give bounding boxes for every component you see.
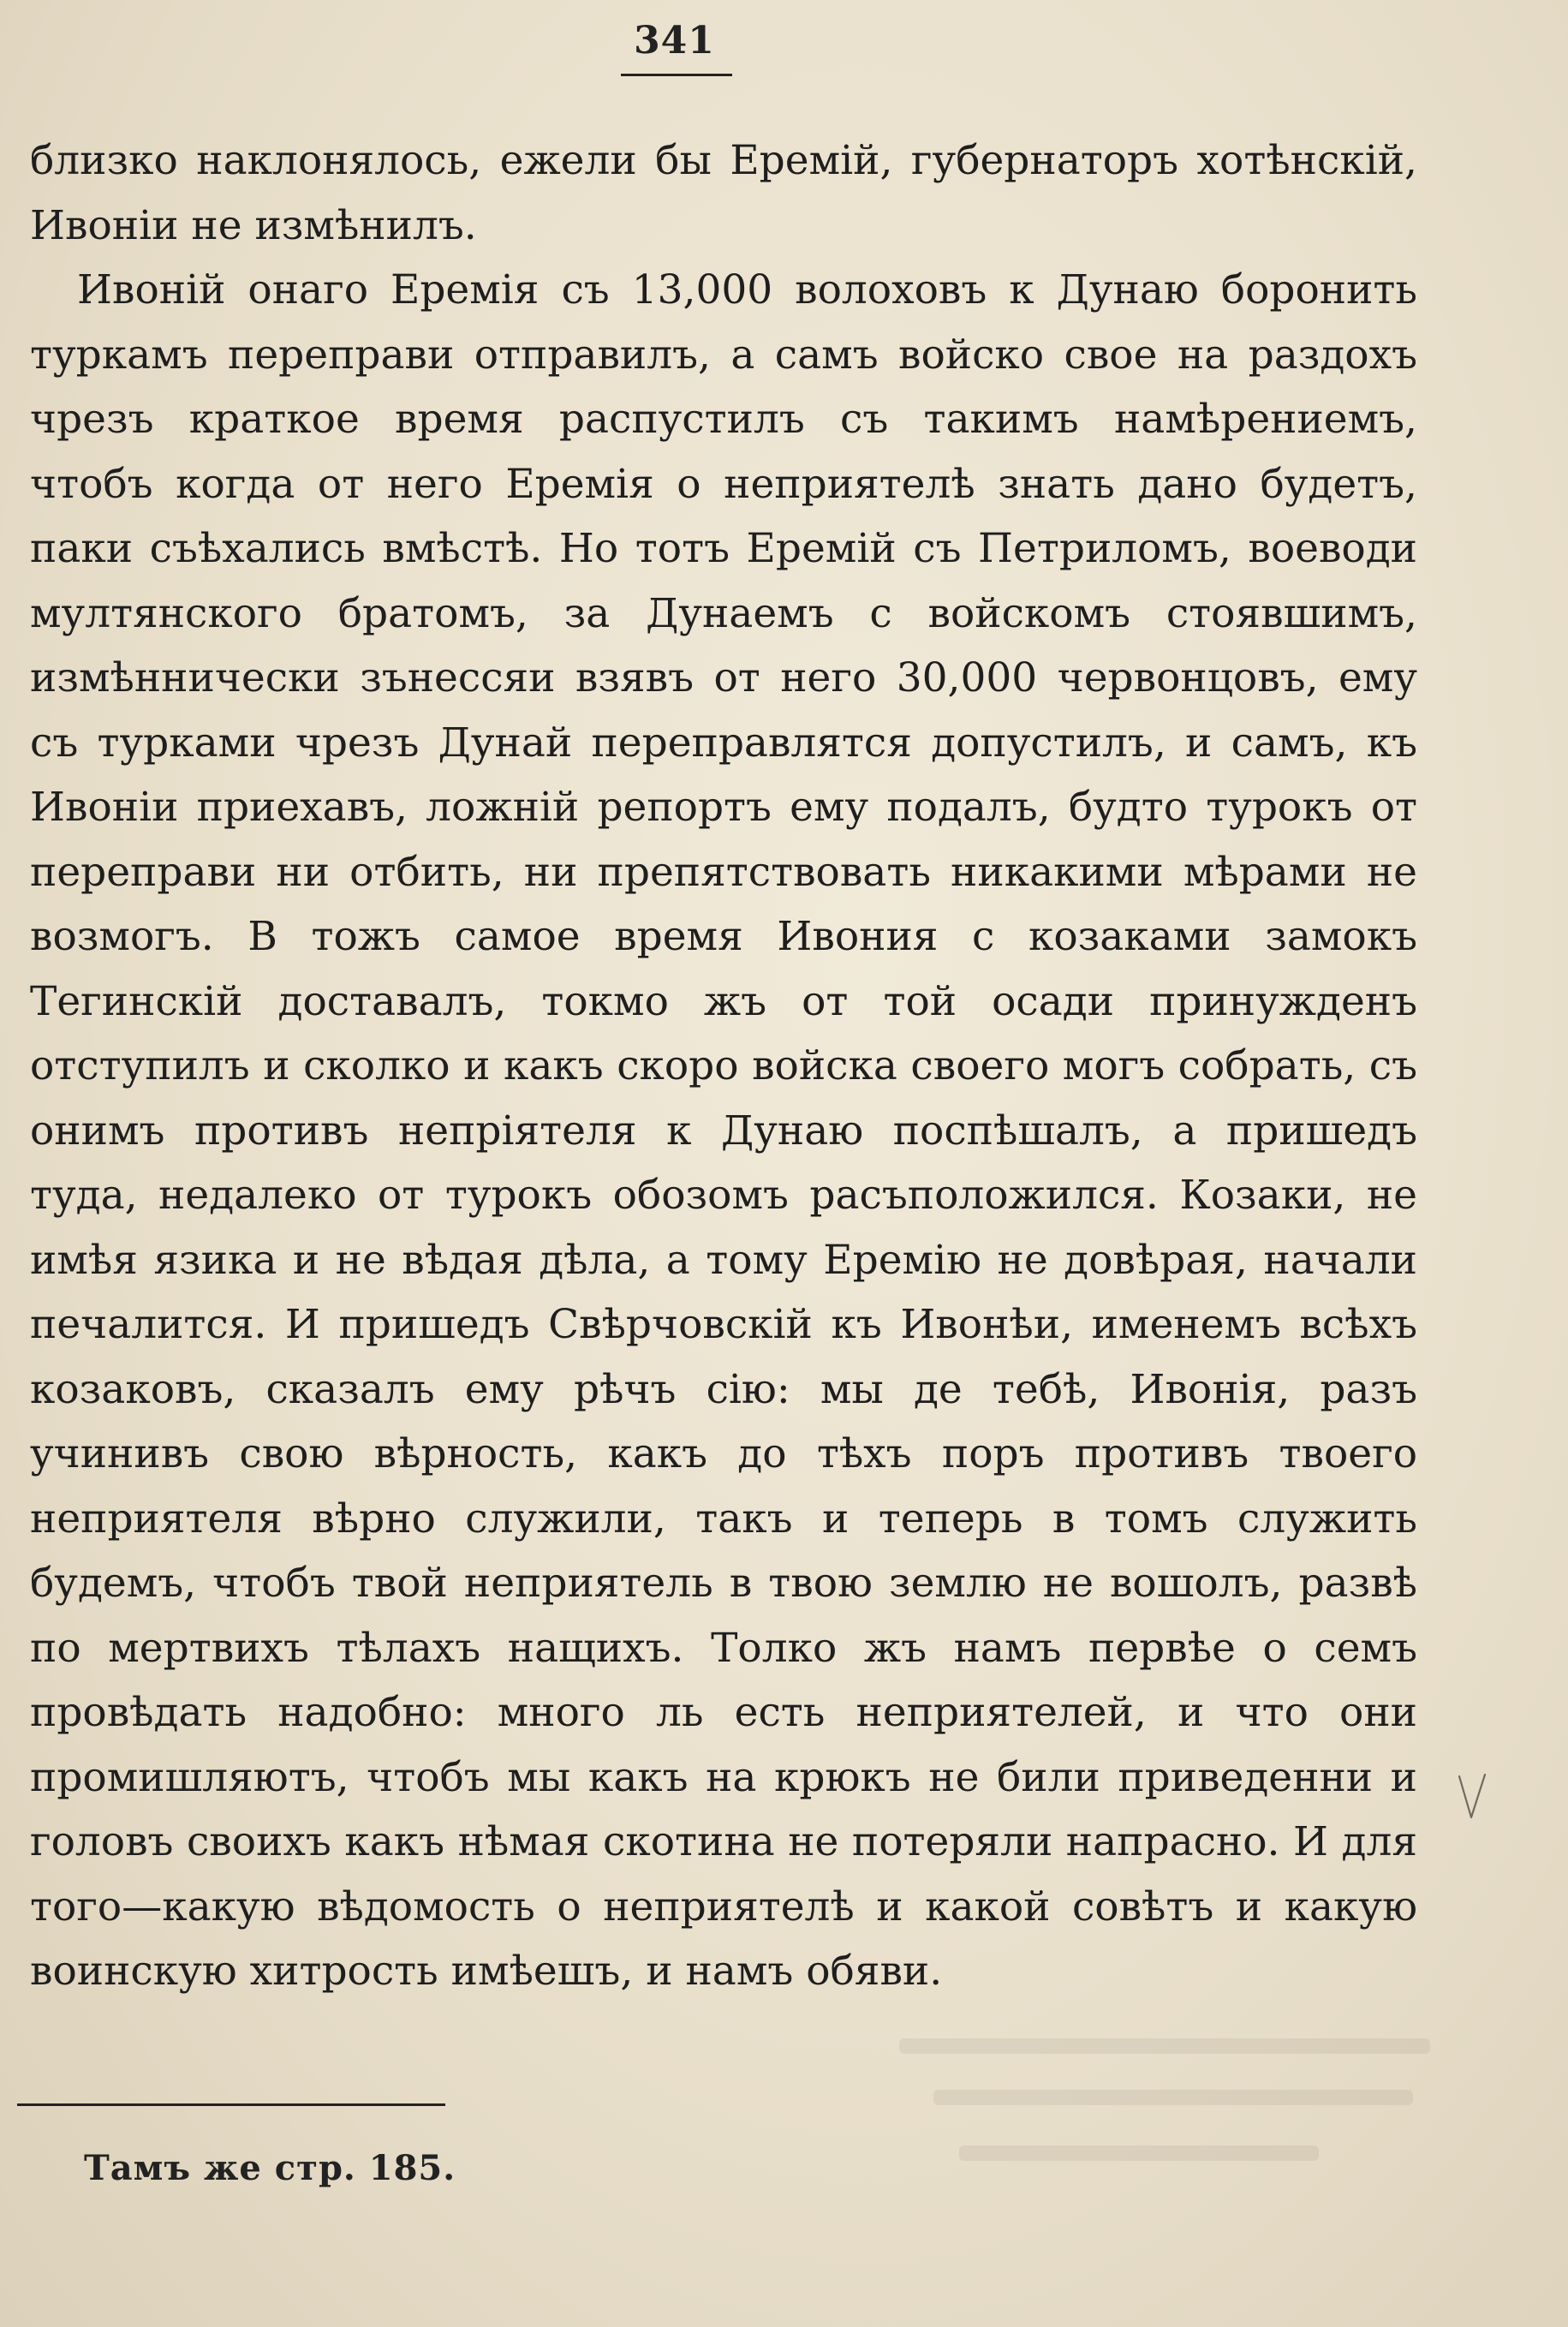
page-number-underline: [621, 74, 732, 76]
footnote-divider: [17, 2103, 445, 2106]
bleed-through-shadow: [899, 2038, 1430, 2054]
bleed-through-shadow: [959, 2145, 1319, 2161]
paragraph-main: Ивоній онаго Еремія съ 13,000 волоховъ к Дунаю боронить туркамъ переправи отправилъ, а самъ войско свое на раздохъ чрезъ краткое время распустилъ съ такимъ намѣрениемъ, чтобъ когда от него Еремія о неприятелѣ знать дано будетъ, паки съѣхались вмѣстѣ. Но тотъ Еремій съ Петриломъ, воеводи мултянского братомъ, за Дунаемъ с войскомъ стоявшимъ, измѣннически зънессяи взявъ от него 30,000 червонцовъ, ему съ турками чрезъ Дунай переправлятся допустилъ, и самъ, къ Ивоніи приехавъ, ложній репортъ ему подалъ, будто турокъ от переправи ни отбить, ни препятствовать никакими мѣрами не возмогъ. В тожъ самое время Ивония с козаками замокъ Тегинскій доставалъ, токмо жъ от той осади принужденъ отступилъ и сколко и какъ скоро войска своего могъ собрать, съ онимъ противъ непріятеля к Дунаю поспѣшалъ, а пришедъ туда, недалеко от турокъ обозомъ расъположился. Козаки, не имѣя язика и не вѣдая дѣла, а тому Еремію не довѣрая, начали печалится. И пришедъ Свѣрчовскій къ Ивонѣи, именемъ всѣхъ козаковъ, сказалъ ему рѣчъ сію: мы де тебѣ, Ивонія, разъ учинивъ свою вѣрность, какъ до тѣхъ поръ противъ твоего неприятеля вѣрно служили, такъ и теперь в томъ служить будемъ, чтобъ твой неприятель в твою землю не вошолъ, развѣ по мертвихъ тѣлахъ нащихъ. Толко жъ намъ первѣе о семъ провѣдать надобно: много ль есть неприятелей, и что они промишляютъ, чтобъ мы какъ на крюкъ не били приведенни и головъ своихъ какъ нѣмая скотина не потеряли напрасно. И для того—какую вѣдомость о неприятелѣ и какой совѣтъ и какую воинскую хитрость имѣешъ, и намъ обяви.: [30, 266, 1417, 1995]
bleed-through-shadow: [933, 2090, 1413, 2105]
margin-check-mark-icon: [1456, 1771, 1490, 1823]
paragraph-continuation: близко наклонялось, ежели бы Еремій, губернаторъ хотѣнскій, Ивоніи не измѣнилъ.: [30, 137, 1417, 249]
page-number: 341: [634, 19, 715, 63]
body-text: [30, 128, 1417, 2004]
footnote: Тамъ же стр. 185.: [84, 2148, 456, 2188]
